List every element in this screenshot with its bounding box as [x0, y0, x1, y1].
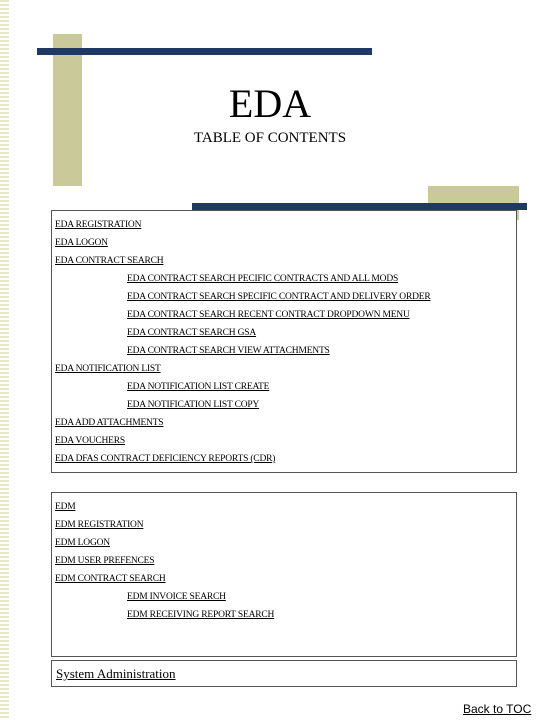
toc-link[interactable]: EDA CONTRACT SEARCH	[55, 256, 164, 266]
list-item	[55, 358, 430, 376]
system-admin-panel	[51, 660, 517, 687]
list-item	[55, 214, 430, 232]
toc-link[interactable]: EDA VOUCHERS	[55, 436, 126, 446]
toc-link[interactable]: EDM	[55, 502, 76, 512]
list-item	[55, 250, 430, 268]
page-title: EDA	[228, 81, 312, 126]
list-item	[55, 268, 430, 286]
list-item	[55, 604, 274, 622]
toc-link[interactable]: EDA CONTRACT SEARCH VIEW ATTACHMENTS	[127, 346, 330, 356]
list-item	[55, 376, 430, 394]
toc-link[interactable]: EDA ADD ATTACHMENTS	[55, 418, 164, 428]
list-item	[55, 232, 430, 250]
toc-link[interactable]: EDA CONTRACT SEARCH RECENT CONTRACT DROPDOWN MENU	[127, 310, 410, 320]
toc-link[interactable]: EDA LOGON	[55, 238, 108, 248]
list-item	[55, 496, 274, 514]
toc-link[interactable]: EDA NOTIFICATION LIST COPY	[127, 400, 260, 410]
list-item	[55, 586, 274, 604]
decorative-bar-middle	[192, 203, 527, 210]
list-item	[55, 430, 430, 448]
toc-link[interactable]: EDA DFAS CONTRACT DEFICIENCY REPORTS (CDR)	[55, 454, 276, 464]
list-item	[55, 394, 430, 412]
page-subtitle: TABLE OF CONTENTS	[193, 130, 347, 146]
toc-link[interactable]: EDM RECEIVING REPORT SEARCH	[127, 610, 275, 620]
list-item	[55, 304, 430, 322]
decorative-bar-top	[37, 48, 372, 55]
eda-toc-panel	[51, 210, 517, 473]
list-item	[55, 514, 274, 532]
list-item	[55, 322, 430, 340]
back-to-toc-link[interactable]: Back to TOC	[463, 702, 532, 716]
edm-toc-panel	[51, 492, 517, 657]
toc-link[interactable]: EDM REGISTRATION	[55, 520, 144, 530]
toc-link[interactable]: EDA CONTRACT SEARCH GSA	[127, 328, 257, 338]
edm-link-list	[55, 496, 274, 622]
toc-link[interactable]: EDM USER PREFENCES	[55, 556, 155, 566]
list-item	[55, 550, 274, 568]
system-administration-link[interactable]: System Administration	[56, 666, 176, 681]
toc-link[interactable]: EDA CONTRACT SEARCH PECIFIC CONTRACTS AND ALL MODS	[127, 274, 399, 284]
list-item	[55, 448, 430, 466]
list-item	[55, 532, 274, 550]
eda-link-list	[55, 214, 430, 466]
toc-link[interactable]: EDA REGISTRATION	[55, 220, 142, 230]
list-item	[55, 340, 430, 358]
list-item	[55, 412, 430, 430]
toc-link[interactable]: EDA NOTIFICATION LIST CREATE	[127, 382, 270, 392]
toc-link[interactable]: EDA NOTIFICATION LIST	[55, 364, 161, 374]
toc-link[interactable]: EDA CONTRACT SEARCH SPECIFIC CONTRACT AND DELIVERY ORDER	[127, 292, 431, 302]
toc-link[interactable]: EDM LOGON	[55, 538, 110, 548]
list-item	[55, 286, 430, 304]
toc-link[interactable]: EDM CONTRACT SEARCH	[55, 574, 166, 584]
list-item	[55, 568, 274, 586]
toc-link[interactable]: EDM INVOICE SEARCH	[127, 592, 226, 602]
